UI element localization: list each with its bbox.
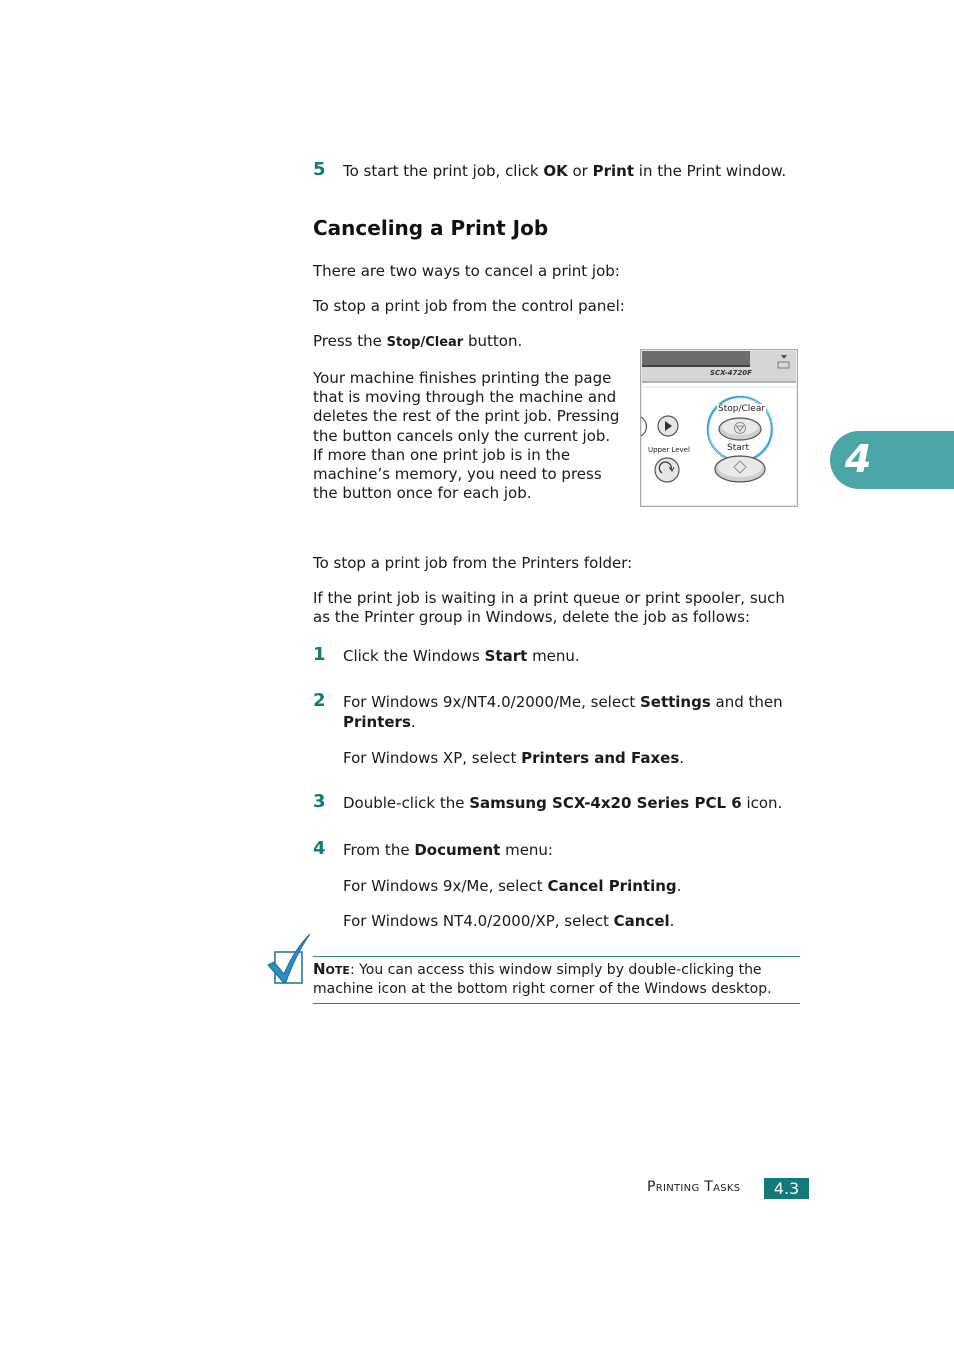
page-number: 4.3 bbox=[764, 1178, 809, 1199]
step-number: 2 bbox=[313, 690, 326, 711]
step-2-text: For Windows 9x/NT4.0/2000/Me, select Settings and then Printers. bbox=[343, 693, 783, 731]
upper-level-label: Upper Level bbox=[648, 446, 690, 454]
step-4-option-b: For Windows NT4.0/2000/XP, select Cancel. bbox=[343, 912, 675, 930]
stop-clear-label: Stop/Clear bbox=[718, 404, 766, 414]
intro-text: There are two ways to cancel a print job: bbox=[313, 262, 620, 280]
control-panel-image bbox=[640, 349, 798, 507]
step-number: 3 bbox=[313, 791, 326, 812]
panel-heading: To stop a print job from the control panel: bbox=[313, 297, 625, 315]
folder-heading: To stop a print job from the Printers folder: bbox=[313, 554, 633, 572]
section-title: Canceling a Print Job bbox=[313, 216, 549, 240]
press-text: Press the Stop/Clear button. bbox=[313, 332, 523, 350]
footer-section-title: Printing Tasks bbox=[647, 1179, 741, 1195]
step-5-text: To start the print job, click OK or Print in the Print window. bbox=[343, 162, 787, 180]
step-number: 4 bbox=[313, 838, 326, 859]
model-label: SCX-4720F bbox=[710, 369, 752, 377]
step-number: 5 bbox=[313, 159, 326, 180]
note-text: Note: You can access this window simply by double-clicking the machine icon at the bottom right corner of the Windows desktop. bbox=[313, 960, 772, 997]
note-top-rule bbox=[313, 956, 800, 957]
checkmark-icon bbox=[266, 932, 312, 988]
step-3-text: Double-click the Samsung SCX-4x20 Series PCL 6 icon. bbox=[343, 794, 783, 812]
step-2-xp-text: For Windows XP, select Printers and Faxes. bbox=[343, 749, 685, 767]
step-4-option-a: For Windows 9x/Me, select Cancel Printing. bbox=[343, 877, 682, 895]
note-bottom-rule bbox=[313, 1003, 800, 1004]
step-number: 1 bbox=[313, 644, 326, 665]
chapter-number: 4 bbox=[845, 437, 872, 481]
start-label: Start bbox=[727, 443, 749, 453]
panel-description: Your machine finishes printing the page that is moving through the machine and deletes the rest of the print job. Pressing the button cancels only the current job. If more than one print job is in the machine’s memory, you need to press the button once for each job. bbox=[313, 369, 620, 503]
folder-description: If the print job is waiting in a print queue or print spooler, such as the Printer group in Windows, delete the job as follows: bbox=[313, 589, 785, 627]
step-1-text: Click the Windows Start menu. bbox=[343, 647, 580, 665]
step-4-text: From the Document menu: bbox=[343, 841, 553, 859]
